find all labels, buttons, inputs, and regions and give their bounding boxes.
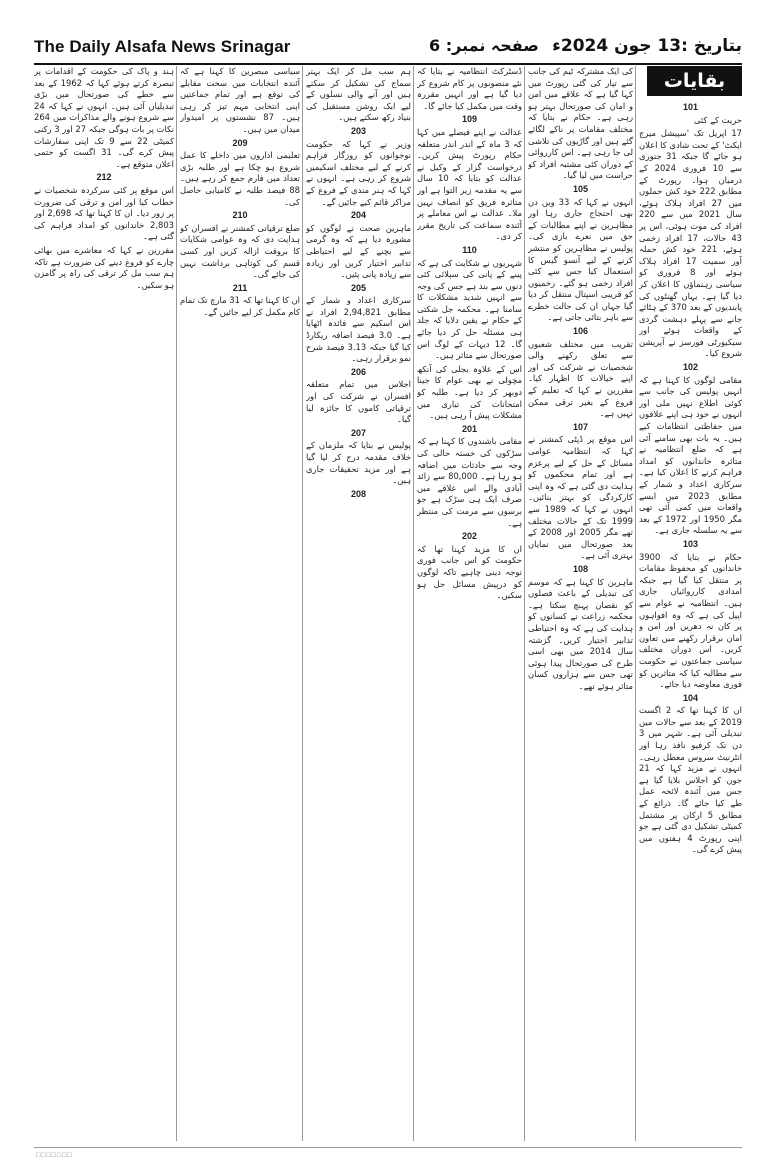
article-number: 201 <box>461 423 478 434</box>
article-paragraph: تعلیمی اداروں میں داخلے کا عمل شروع ہو چکا ہے اور طلبہ بڑی تعداد میں فارم جمع کر رہے ہیں۔ 88 فیصد طلبہ نے کامیابی حاصل کی۔ <box>180 150 300 207</box>
article-paragraph: مقامی باشندوں کا کہنا ہے کہ سڑکوں کی خستہ حالی کی وجہ سے حادثات میں اضافہ ہو رہا ہے۔ 80,000 سے زائد آبادی والے اس علاقے میں صرف ایک ہی سڑک ہے جو برسوں سے مرمت کی منتظر ہے۔ <box>417 436 522 528</box>
article-column <box>34 66 174 1141</box>
article-paragraph: ضلع ترقیاتی کمشنر نے افسران کو ہدایت دی کہ وہ عوامی شکایات کا بروقت ازالہ کریں اور کسی قسم کی کوتاہی برداشت نہیں کی جائے گی۔ <box>180 222 300 280</box>
article-paragraph: اس موقع پر ڈپٹی کمشنر نے کہا کہ انتظامیہ عوامی مسائل کے حل کے لیے پرعزم ہے اور تمام محکموں کو ہدایت دی گئی ہے کہ وہ اپنی کارکردگی کو بہتر بنائیں۔ انہوں نے کہا کہ 1989 سے 1999 تک کے حالات مختلف تھے مگر 2005 اور 2008 کے بعد صورتحال میں نمایاں بہتری آئی ہے۔ <box>528 434 633 561</box>
article-column <box>306 66 411 1141</box>
article-paragraph: اس کے علاوہ بجلی کی آنکھ مچولی نے بھی عوام کا جینا دوبھر کر دیا ہے۔ طلبہ کو امتحانات کی تیاری میں مشکلات پیش آ رہی ہیں۔ <box>417 363 522 421</box>
article-paragraph: سرکاری اعداد و شمار کے مطابق 2,94,821 افراد نے اس اسکیم سے فائدہ اٹھایا ہے۔ 3.0 فیصد اضافہ ریکارڈ کیا گیا جبکہ 3.13 فیصد شرح نمو برقرار رہی۔ <box>306 295 411 364</box>
page-header <box>34 35 742 65</box>
article-column <box>180 66 300 1141</box>
article-number: 204 <box>350 210 367 221</box>
article-number: 210 <box>232 210 248 221</box>
article-number: 105 <box>572 183 589 194</box>
article-paragraph: ہند و پاک کی حکومت کے اقدامات پر تبصرہ کرتے ہوئے کہا کہ 1962 کے بعد سے خطے کی صورتحال میں بڑی تبدیلیاں آئی ہیں۔ انہوں نے کہا کہ 24 سے شروع ہونے والے مذاکرات میں 264 نکات پر بات ہوگی جبکہ 27 اور 3 رکنی کمیٹی 22 سے 9 تک اپنی سفارشات پیش کرے گی۔ 31 اگست کو حتمی اعلان متوقع ہے۔ <box>34 66 174 169</box>
article-paragraph: ان کا کہنا تھا کہ 2 اگست 2019 کے بعد سے حالات میں تبدیلی آئی ہے۔ شہر میں 3 دن تک کرفیو نافذ رہا اور انٹرنیٹ سروس معطل رہی۔ انہوں نے مزید کہا کہ 21 جون کو اجلاس بلایا گیا ہے جس میں آئندہ لائحہ عمل طے کیا جائے گا۔ ذرائع کے مطابق 5 ارکان پر مشتمل کمیٹی تشکیل دی گئی ہے جو اپنی رپورٹ 4 ہفتوں میں پیش کرے گی۔ <box>639 705 742 855</box>
article-column <box>639 100 742 1141</box>
newspaper-masthead: The Daily Alsafa News Srinagar <box>34 37 291 56</box>
bottom-rule <box>34 1147 742 1148</box>
article-column <box>417 66 522 1141</box>
article-paragraph: عدالت نے اپنے فیصلے میں کہا کہ 3 ماہ کے اندر اندر متعلقہ حکام رپورٹ پیش کریں۔ درخواست گزار کے وکیل نے عدالت کو بتایا کہ 10 سال سے یہ مقدمہ زیر التوا ہے اور متاثرہ فریق کو انصاف نہیں ملا۔ عدالت نے اس معاملے پر آئندہ سماعت کی تاریخ مقرر کر دی۔ <box>417 126 522 242</box>
article-paragraph: تقریب میں مختلف شعبوں سے تعلق رکھنے والی شخصیات نے شرکت کی اور اپنے خیالات کا اظہار کیا۔ مقررین نے کہا کہ تعلیم کے فروغ کے بغیر ترقی ممکن نہیں ہے۔ <box>528 338 633 419</box>
column-rule <box>524 66 525 1141</box>
column-rule <box>635 66 636 1141</box>
article-number: 203 <box>350 125 367 136</box>
article-number: 109 <box>461 114 478 125</box>
article-paragraph: کی ایک مشترکہ ٹیم کی جانب سے تیار کی گئی رپورٹ میں کہا گیا ہے کہ علاقے میں امن و امان کی صورتحال بہتر ہو رہی ہے۔ حکام نے بتایا کہ مختلف مقامات پر ناکے لگائے گئے ہیں اور گاڑیوں کی تلاشی لی جا رہی ہے۔ اس کارروائی کے دوران کئی مشتبہ افراد کو حراست میں لیا گیا۔ <box>528 66 633 181</box>
article-number: 209 <box>232 137 248 148</box>
article-number: 103 <box>682 538 699 549</box>
issue-date: بتاریخ :13 جون 2024ء <box>552 36 742 56</box>
page-number-label: صفحہ نمبر: 6 <box>429 36 539 55</box>
article-paragraph: وزیر نے کہا کہ حکومت نوجوانوں کو روزگار فراہم کرنے کے لیے مختلف اسکیمیں شروع کر رہی ہے۔ انہوں نے کہا کہ ہنر مندی کے فروغ کے مراکز قائم کیے جائیں گے۔ <box>306 138 411 207</box>
article-paragraph: 17 اپریل تک 'سپیشل میرج ایکٹ' کے تحت شادی کا اعلان ہو جائے گا جبکہ 31 جنوری سے 10 فروری 2024 کے درمیان ہوا۔ رپورٹ کے مطابق 222 خود کش حملوں میں 27 افراد ہلاک ہوئے، سال 2021 میں سے 220 افراد کی موت ہوئی، اس پر 43 حالات، 17 افراد زخمی ہوئے، 221 خود کش حملہ آور سمیت 17 افراد ہلاک ہوئے اور 8 فروری کو سیاسی رہنماؤں کا اعلان کر دیا گیا ہے۔ یہاں گھنٹوں کی پابندیوں کے بعد 370 کے ہٹائے جانے سے پہلے دہشت گردی کے واقعات ہوئے اور سیکیورٹی فورسز نے آپریشن شروع کیا۔ <box>639 128 742 359</box>
article-paragraph: شہریوں نے شکایت کی ہے کہ پینے کے پانی کی سپلائی کئی دنوں سے بند ہے جس کی وجہ سے انہیں شدید مشکلات کا سامنا ہے۔ محکمہ جل شکتی کے حکام نے یقین دلایا کہ جلد ہی مسئلہ حل کر دیا جائے گا۔ 12 دیہات کے لوگ اس صورتحال سے متاثر ہیں۔ <box>417 257 522 361</box>
article-paragraph: پولیس نے بتایا کہ ملزمان کے خلاف مقدمہ درج کر لیا گیا ہے اور مزید تحقیقات جاری ہیں۔ <box>306 440 411 486</box>
article-paragraph: اجلاس میں تمام متعلقہ افسران نے شرکت کی اور ترقیاتی کاموں کا جائزہ لیا گیا۔ <box>306 379 411 425</box>
article-number: 208 <box>350 488 367 499</box>
article-paragraph: ہم سب مل کر ایک بہتر سماج کی تشکیل کر سکتے ہیں اور آنے والی نسلوں کے لیے ایک روشن مستقبل کی بنیاد رکھ سکتے ہیں۔ <box>306 66 411 123</box>
footer-mark: □□□□□□□ <box>36 1152 73 1159</box>
article-number: 101 <box>682 102 699 112</box>
article-number: 102 <box>682 362 699 373</box>
article-paragraph: انہوں نے کہا کہ 33 ویں دن بھی احتجاج جاری رہا اور مظاہرین نے اپنے مطالبات کے حق میں نعرے بازی کی۔ پولیس نے مظاہرین کو منتشر کرنے کے لیے آنسو گیس کا استعمال کیا جس سے کئی افراد زخمی ہو گئے۔ زخمیوں کو قریبی اسپتال منتقل کر دیا گیا جہاں ان کی حالت خطرے سے باہر بتائی جاتی ہے۔ <box>528 196 633 323</box>
article-paragraph: ان کا کہنا تھا کہ 31 مارچ تک تمام کام مکمل کر لیے جائیں گے۔ <box>180 295 300 317</box>
article-paragraph: مقامی لوگوں کا کہنا ہے کہ انہیں پولیس کی جانب سے کوئی اطلاع نہیں ملی اور انہوں نے خود ہی اپنے علاقوں میں حفاظتی انتظامات کیے ہیں۔ یہ بات بھی سامنے آئی ہے کہ ضلع انتظامیہ نے متاثرہ خاندانوں کو امداد فراہم کرنے کا اعلان کیا ہے۔ سرکاری اعداد و شمار کے مطابق 2023 میں ایسے واقعات میں کمی آئی تھی مگر 1950 اور 1972 کے بعد سے یہ سلسلہ جاری ہے۔ <box>639 374 742 536</box>
section-title-baqiyat: بقایات <box>647 66 742 96</box>
article-number: 106 <box>572 326 589 337</box>
article-paragraph: ماہرین صحت نے لوگوں کو مشورہ دیا ہے کہ وہ گرمی سے بچنے کے لیے احتیاطی تدابیر اختیار کریں اور زیادہ سے زیادہ پانی پئیں۔ <box>306 222 411 280</box>
article-number: 212 <box>96 172 112 183</box>
article-number: 206 <box>350 366 367 377</box>
article-paragraph: ماہرین کا کہنا ہے کہ موسم کی تبدیلی کے باعث فصلوں کو نقصان پہنچ سکتا ہے۔ محکمہ زراعت نے کسانوں کو ہدایت کی ہے کہ وہ احتیاطی تدابیر اختیار کریں۔ گزشتہ سال 2014 میں بھی اسی طرح کی صورتحال پیدا ہوئی تھی جس سے ہزاروں کسان متاثر ہوئے تھے۔ <box>528 576 633 691</box>
article-paragraph: حکام نے بتایا کہ 3900 خاندانوں کو محفوظ مقامات پر منتقل کیا گیا ہے جبکہ امدادی کارروائیاں جاری ہیں۔ انتظامیہ نے عوام سے اپیل کی ہے کہ وہ افواہوں پر کان نہ دھریں اور امن و امان برقرار رکھنے میں تعاون کریں۔ اس دوران مختلف سیاسی جماعتوں نے حکومت سے مطالبہ کیا کہ متاثرین کو فوری معاوضہ دیا جائے۔ <box>639 551 742 690</box>
column-rule <box>302 66 303 1141</box>
column-rule <box>413 66 414 1141</box>
article-number: 110 <box>462 244 477 255</box>
column-rule <box>176 66 177 1141</box>
article-column <box>528 66 633 1141</box>
article-number: 107 <box>572 421 589 432</box>
article-paragraph: ان کا مزید کہنا تھا کہ حکومت کو اس جانب فوری توجہ دینی چاہیے تاکہ لوگوں کو درپیش مسائل حل ہو سکیں۔ <box>417 543 522 601</box>
article-number: 202 <box>461 531 478 542</box>
article-number: 207 <box>350 427 367 438</box>
article-paragraph: ڈسٹرکٹ انتظامیہ نے بتایا کہ نئے منصوبوں پر کام شروع کر دیا گیا ہے اور انہیں مقررہ وقت میں مکمل کیا جائے گا۔ <box>417 66 522 111</box>
article-number: 211 <box>232 282 248 293</box>
article-number: 104 <box>682 692 699 703</box>
article-number: 108 <box>572 563 589 574</box>
article-paragraph: حریت کے کئی <box>693 114 742 125</box>
article-paragraph: سیاسی مبصرین کا کہنا ہے کہ آئندہ انتخابات میں سخت مقابلے کی توقع ہے اور تمام جماعتیں اپنی انتخابی مہم تیز کر رہی ہیں۔ 87 نشستوں پر امیدوار میدان میں ہیں۔ <box>180 66 300 134</box>
article-paragraph: مقررین نے کہا کہ معاشرے میں بھائی چارے کو فروغ دینے کی ضرورت ہے تاکہ ہم سب مل کر ترقی کی راہ پر گامزن ہو سکیں۔ <box>34 244 174 290</box>
article-number: 205 <box>350 282 367 293</box>
article-paragraph: اس موقع پر کئی سرکردہ شخصیات نے خطاب کیا اور امن و ترقی کی ضرورت پر زور دیا۔ ان کا کہنا تھا کہ 2,698 اور 2,803 خاندانوں کو امداد فراہم کی گئی ہے۔ <box>34 184 174 242</box>
